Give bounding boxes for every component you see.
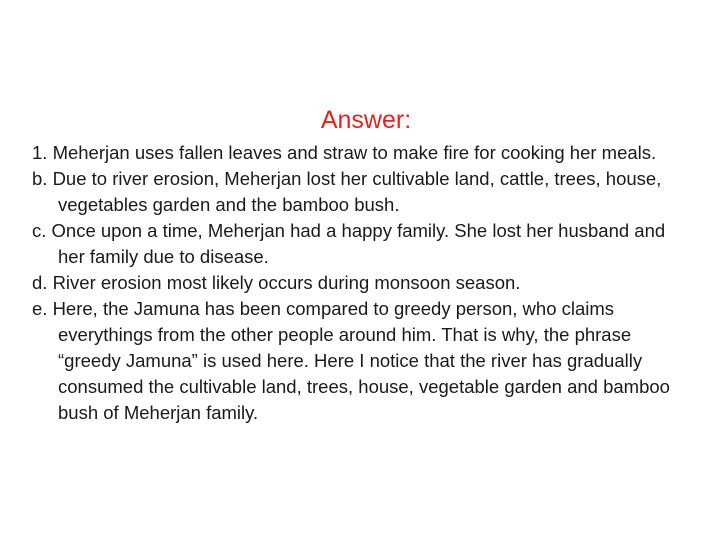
answer-item-1: 1. Meherjan uses fallen leaves and straw to make fire for cooking her meals. [32, 142, 657, 163]
answer-item-c: c. Once upon a time, Meherjan had a happy family. She lost her husband and her family due to disease. [32, 220, 666, 267]
answer-list [32, 140, 692, 426]
answer-item-b: b. Due to river erosion, Meherjan lost her cultivable land, cattle, trees, house, vegetables garden and the bamboo bush. [32, 168, 662, 215]
answer-title: Answer: [320, 106, 412, 134]
answer-item-d: d. River erosion most likely occurs during monsoon season. [32, 272, 521, 293]
answer-item-e: e. Here, the Jamuna has been compared to greedy person, who claims everythings from the other people around him. That is why, the phrase “greedy Jamuna” is used here. Here I notice that the river has gradually consumed the cultivable land, trees, house, vegetable garden and bamboo bush of Meherjan family. [32, 298, 670, 423]
